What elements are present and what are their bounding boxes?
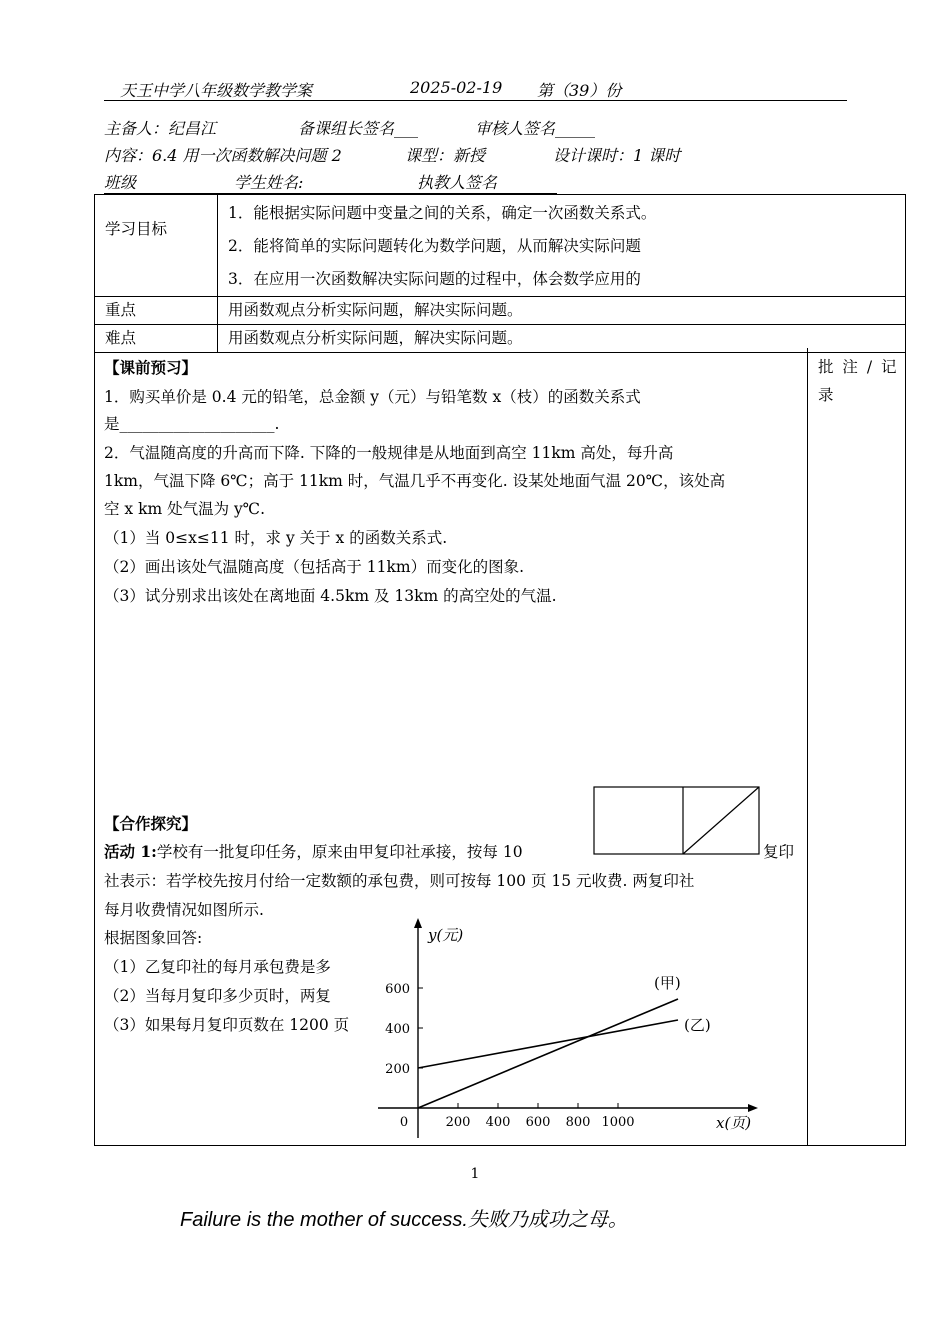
- y-tick-label: 600: [385, 982, 410, 997]
- difficulty-label: 难点: [95, 325, 218, 353]
- motto-english: Failure is the mother of success.: [180, 1209, 468, 1231]
- key-point-text: 用函数观点分析实际问题，解决实际问题。: [218, 297, 906, 325]
- preview-q2-line3: 空 x km 处气温为 y℃.: [104, 500, 266, 518]
- y-tick-label: 200: [385, 1062, 410, 1077]
- preview-q2-sub2: （2）画出该处气温随高度（包括高于 11km）而变化的图象.: [104, 558, 525, 576]
- header-rule: [104, 100, 847, 101]
- notes-divider: [807, 348, 808, 1146]
- y-tick-label: 400: [385, 1022, 410, 1037]
- preview-q2-sub1: （1）当 0≤x≤11 时，求 y 关于 x 的函数关系式.: [104, 529, 448, 547]
- notes-column-label: 批 注 / 记 录: [818, 358, 899, 404]
- motto: [180, 1203, 628, 1232]
- objectives-list: [218, 195, 906, 297]
- explore-sub3: （3）如果每月复印页数在 1200 页: [104, 1016, 350, 1034]
- difficulty-text: 用函数观点分析实际问题，解决实际问题。: [218, 325, 906, 353]
- objective-item: 1．能根据实际问题中变量之间的关系，确定一次函数关系式。: [228, 204, 657, 222]
- series-label: (甲): [654, 974, 681, 992]
- school-title: 天王中学八年级数学教学案: [120, 81, 313, 100]
- x-axis-label: x(页): [716, 1114, 752, 1132]
- box-outline: [594, 787, 759, 854]
- reviewer-signature: 审核人签名_____: [475, 119, 596, 138]
- y-axis-label: y(元): [428, 926, 464, 944]
- explore-sub2: （2）当每月复印多少页时，两复: [104, 987, 331, 1005]
- group-leader-signature: 备课组长签名___: [298, 119, 419, 138]
- teacher-signature: 执教人签名: [417, 170, 557, 194]
- series-label: (乙): [684, 1016, 711, 1034]
- x-tick-label: 0: [399, 1115, 409, 1130]
- explore-line1: [104, 840, 523, 862]
- activity-label: 活动 1:: [104, 842, 157, 861]
- lesson-content: 内容：6.4 用一次函数解决问题 2: [104, 146, 342, 165]
- student-name-label: 学生姓名:: [234, 170, 417, 194]
- objective-item: 3．在应用一次函数解决实际问题的过程中，体会数学应用的: [228, 270, 641, 288]
- x-tick-label: 400: [485, 1115, 511, 1130]
- preview-q2-sub3: （3）试分别求出该处在离地面 4.5km 及 13km 的高空处的气温.: [104, 587, 557, 605]
- explore-line3: 每月收费情况如图所示.: [104, 901, 264, 919]
- motto-chinese: 失败乃成功之母。: [467, 1207, 628, 1231]
- explore-line1-end: 复印: [763, 843, 795, 861]
- preview-q1-line1: 1．购买单价是 0.4 元的铅笔，总金额 y（元）与铅笔数 x（枝）的函数关系式: [104, 388, 641, 406]
- x-tick-label: 800: [565, 1115, 591, 1130]
- explore-line2: 社表示：若学校先按月付给一定数额的承包费，则可按每 100 页 15 元收费. 两复印社: [104, 872, 695, 890]
- explore-line4: 根据图象回答:: [104, 929, 203, 947]
- preview-q1-line2: 是____________________.: [104, 415, 280, 433]
- issue-number: 第（39）份: [537, 81, 622, 100]
- page-number: 1: [470, 1166, 480, 1182]
- lesson-hours: 设计课时：1 课时: [553, 146, 681, 165]
- class-label: 班级 学生姓名: 执教人签名: [104, 170, 557, 194]
- x-tick-label: 200: [445, 1115, 471, 1130]
- explore-line1-text: 学校有一批复印任务，原来由甲复印社承接，按每 10: [156, 843, 523, 861]
- preparer: 主备人：纪昌江: [104, 119, 217, 138]
- preview-title: 【课前预习】: [104, 358, 198, 377]
- objective-item: 2．能将简单的实际问题转化为数学问题，从而解决实际问题: [228, 237, 641, 255]
- explore-sub1: （1）乙复印社的每月承包费是多: [104, 958, 331, 976]
- box-graphic: [593, 786, 761, 856]
- preview-q2-line2: 1km，气温下降 6℃；高于 11km 时，气温几乎不再变化. 设某处地面气温 20℃，该处高: [104, 472, 726, 490]
- key-point-label: 重点: [95, 297, 218, 325]
- lesson-type: 课型：新授: [405, 146, 486, 165]
- x-tick-label: 600: [525, 1115, 551, 1130]
- objectives-label: 学习目标: [95, 195, 218, 297]
- header-date: 2025-02-19: [410, 78, 503, 97]
- objectives-table: [94, 194, 906, 353]
- x-tick-label: 1000: [601, 1115, 635, 1130]
- explore-title: 【合作探究】: [104, 814, 198, 833]
- fee-chart: [372, 913, 782, 1143]
- preview-q2-line1: 2．气温随高度的升高而下降. 下降的一般规律是从地面到高空 11km 高处，每升高: [104, 444, 674, 462]
